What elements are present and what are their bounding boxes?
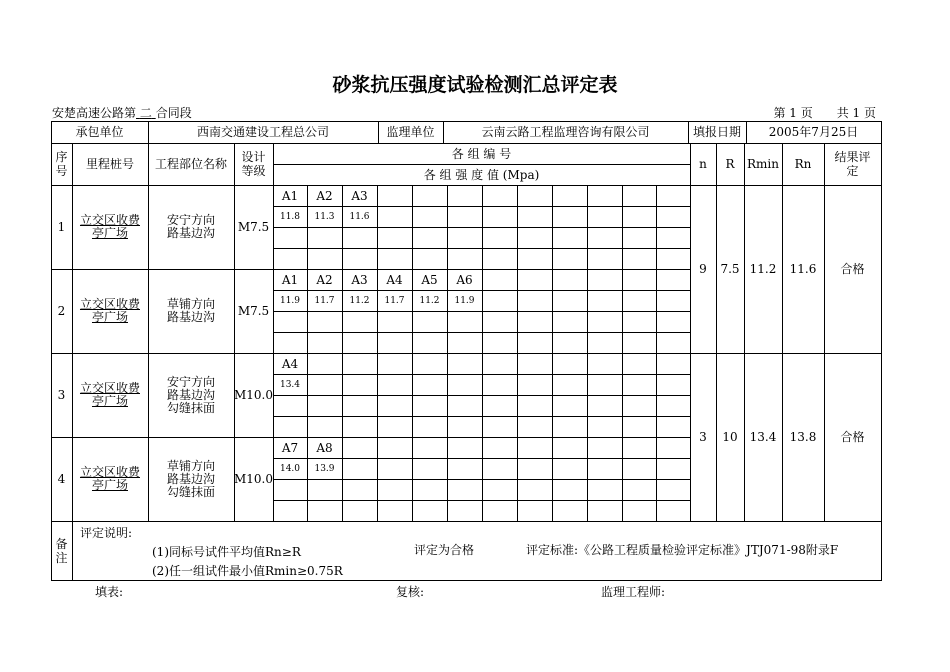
row-mileage: 立交区收费 亭广场 xyxy=(79,213,140,240)
header-group-no: 各 组 编 号 xyxy=(451,146,512,161)
header-result: 结果评 定 xyxy=(834,150,871,178)
grid-col-line xyxy=(622,269,623,354)
row-grade: M7.5 xyxy=(237,304,270,318)
specimen-strength: 14.0 xyxy=(279,463,301,474)
grid-col-line xyxy=(412,437,413,522)
table-bottom-border xyxy=(51,580,882,581)
summary-result: 合格 xyxy=(840,430,865,444)
row-seq: 3 xyxy=(57,388,66,402)
grid-col-line xyxy=(517,185,518,270)
table-right-border xyxy=(881,121,882,581)
grid-col-line xyxy=(377,185,378,270)
summary-r: 7.5 xyxy=(720,262,740,276)
grid-col-line xyxy=(447,437,448,522)
grid-col-line xyxy=(517,269,518,354)
table-top-border xyxy=(51,121,882,122)
grid-line xyxy=(824,143,825,522)
page-title: 砂浆抗压强度试验检测汇总评定表 xyxy=(332,74,618,96)
page-info: 第 1 页 共 1 页 xyxy=(773,106,876,120)
header-n: n xyxy=(699,157,707,171)
grid-col-line xyxy=(447,185,448,270)
grid-col-line xyxy=(622,353,623,438)
grid-col-line xyxy=(482,437,483,522)
footer-filled-by: 填表: xyxy=(95,585,124,599)
grid-col-line xyxy=(552,185,553,270)
grid-col-line xyxy=(552,269,553,354)
specimen-strength: 11.3 xyxy=(314,211,335,222)
specimen-strength: 11.7 xyxy=(314,295,335,306)
specimen-strength: 11.7 xyxy=(384,295,405,306)
specimen-id: A4 xyxy=(386,272,403,287)
report-date-label: 填报日期 xyxy=(692,125,741,139)
remarks-label-divider xyxy=(72,521,73,581)
summary-rn: 13.8 xyxy=(789,430,817,444)
grid-col-line xyxy=(447,353,448,438)
row-separator xyxy=(51,521,691,522)
report-date-value: 2005年7月25日 xyxy=(768,125,859,139)
grid-col-line xyxy=(552,437,553,522)
summary-result: 合格 xyxy=(840,262,865,276)
specimen-id: A2 xyxy=(316,188,333,203)
specimen-strength: 11.9 xyxy=(454,295,475,306)
grid-col-line xyxy=(377,353,378,438)
row-seq: 1 xyxy=(57,220,66,234)
header-r: R xyxy=(725,157,735,171)
grid-col-line xyxy=(307,353,308,438)
section-number: 二 xyxy=(139,106,152,120)
grid-col-line xyxy=(622,437,623,522)
project-prefix: 安楚高速公路第 xyxy=(52,106,137,120)
grid-line xyxy=(716,143,717,522)
specimen-id: A6 xyxy=(456,272,473,287)
grid-col-line xyxy=(342,437,343,522)
grid-col-line xyxy=(587,437,588,522)
grid-col-line xyxy=(482,269,483,354)
grid-col-line xyxy=(517,353,518,438)
specimen-id: A8 xyxy=(316,440,333,455)
grid-col-line xyxy=(342,353,343,438)
row-mileage: 立交区收费 亭广场 xyxy=(79,381,140,408)
header-mileage: 里程桩号 xyxy=(85,157,134,171)
header-seq: 序 号 xyxy=(55,150,68,178)
specimen-id: A1 xyxy=(281,188,299,203)
grid-line xyxy=(234,143,235,522)
supervisor-value: 云南云路工程监理咨询有限公司 xyxy=(481,125,650,139)
grid-col-line xyxy=(656,437,657,522)
contractor-label: 承包单位 xyxy=(75,125,124,139)
grid-line xyxy=(782,143,783,522)
summary-n: 9 xyxy=(699,262,707,276)
grid-col-line xyxy=(656,353,657,438)
grid-col-line xyxy=(587,353,588,438)
row-mileage: 立交区收费 亭广场 xyxy=(79,465,140,492)
specimen-strength: 13.4 xyxy=(279,379,301,390)
specimen-id: A3 xyxy=(351,188,368,203)
row-separator xyxy=(51,353,691,354)
supervisor-label: 监理单位 xyxy=(386,125,435,139)
header-rn: Rn xyxy=(794,157,812,171)
specimen-strength: 11.9 xyxy=(279,295,301,306)
header-rmin: Rmin xyxy=(747,157,779,171)
info-row-bottom xyxy=(51,143,882,144)
contractor-value: 西南交通建设工程总公司 xyxy=(196,125,329,139)
header-inner-divider xyxy=(273,164,691,165)
remarks-label: 备 注 xyxy=(55,536,68,565)
row-separator xyxy=(51,437,691,438)
row-seq: 4 xyxy=(57,472,66,486)
row-grade: M10.0 xyxy=(234,388,274,402)
row-separator xyxy=(51,269,691,270)
footer-reviewed-by: 复核: xyxy=(396,585,425,599)
summary-r: 10 xyxy=(722,430,738,444)
summary-rmin: 11.2 xyxy=(749,262,777,276)
summary-rn: 11.6 xyxy=(789,262,817,276)
grid-col-line xyxy=(482,353,483,438)
specimen-id: A3 xyxy=(351,272,368,287)
grid-col-line xyxy=(656,269,657,354)
row-part: 安宁方向 路基边沟 勾缝抹面 xyxy=(166,374,215,415)
specimen-id: A1 xyxy=(281,272,299,287)
remarks-conclusion: 评定为合格 xyxy=(414,543,475,557)
project-suffix: 合同段 xyxy=(155,106,192,120)
specimen-strength: 11.2 xyxy=(349,295,370,306)
grid-col-line xyxy=(622,185,623,270)
row-seq: 2 xyxy=(57,304,66,318)
grid-line xyxy=(744,143,745,522)
grid-col-line xyxy=(552,353,553,438)
grid-col-line xyxy=(482,185,483,270)
grid-col-line xyxy=(412,185,413,270)
header-strength: 各 组 强 度 值 (Mpa) xyxy=(423,167,540,182)
remarks-heading: 评定说明: xyxy=(80,526,133,540)
row-part: 草铺方向 路基边沟 xyxy=(166,297,215,324)
grid-col-line xyxy=(412,353,413,438)
remarks-rule-1: (1)同标号试件平均值Rn≥R xyxy=(152,545,301,559)
specimen-id: A4 xyxy=(281,356,299,371)
summary-bottom xyxy=(690,353,882,354)
remarks-standard: 评定标准:《公路工程质量检验评定标准》JTJ071-98附录F xyxy=(526,543,839,557)
summary-n: 3 xyxy=(699,430,707,444)
footer-engineer: 监理工程师: xyxy=(601,585,666,599)
grid-col-line xyxy=(517,437,518,522)
specimen-strength: 11.8 xyxy=(279,211,301,222)
remarks-rule-2: (2)任一组试件最小值Rmin≥0.75R xyxy=(152,564,343,578)
summary-bottom xyxy=(690,521,882,522)
grid-col-line xyxy=(587,269,588,354)
specimen-id: A2 xyxy=(316,272,333,287)
summary-rmin: 13.4 xyxy=(749,430,777,444)
row-grade: M7.5 xyxy=(237,220,270,234)
specimen-id: A5 xyxy=(421,272,438,287)
specimen-strength: 11.2 xyxy=(419,295,440,306)
specimen-strength: 13.9 xyxy=(314,463,335,474)
header-bottom xyxy=(51,185,882,186)
grid-col-line xyxy=(656,185,657,270)
header-part: 工程部位名称 xyxy=(154,157,227,171)
table-left-border xyxy=(51,121,52,581)
row-part: 草铺方向 路基边沟 勾缝抹面 xyxy=(166,458,215,499)
grid-col-line xyxy=(377,437,378,522)
specimen-strength: 11.6 xyxy=(349,211,370,222)
row-part: 安宁方向 路基边沟 xyxy=(166,213,215,240)
header-grade: 设计 等级 xyxy=(241,150,266,178)
grid-col-line xyxy=(587,185,588,270)
specimen-id: A7 xyxy=(281,440,299,455)
row-grade: M10.0 xyxy=(234,472,274,486)
row-mileage: 立交区收费 亭广场 xyxy=(79,297,140,324)
